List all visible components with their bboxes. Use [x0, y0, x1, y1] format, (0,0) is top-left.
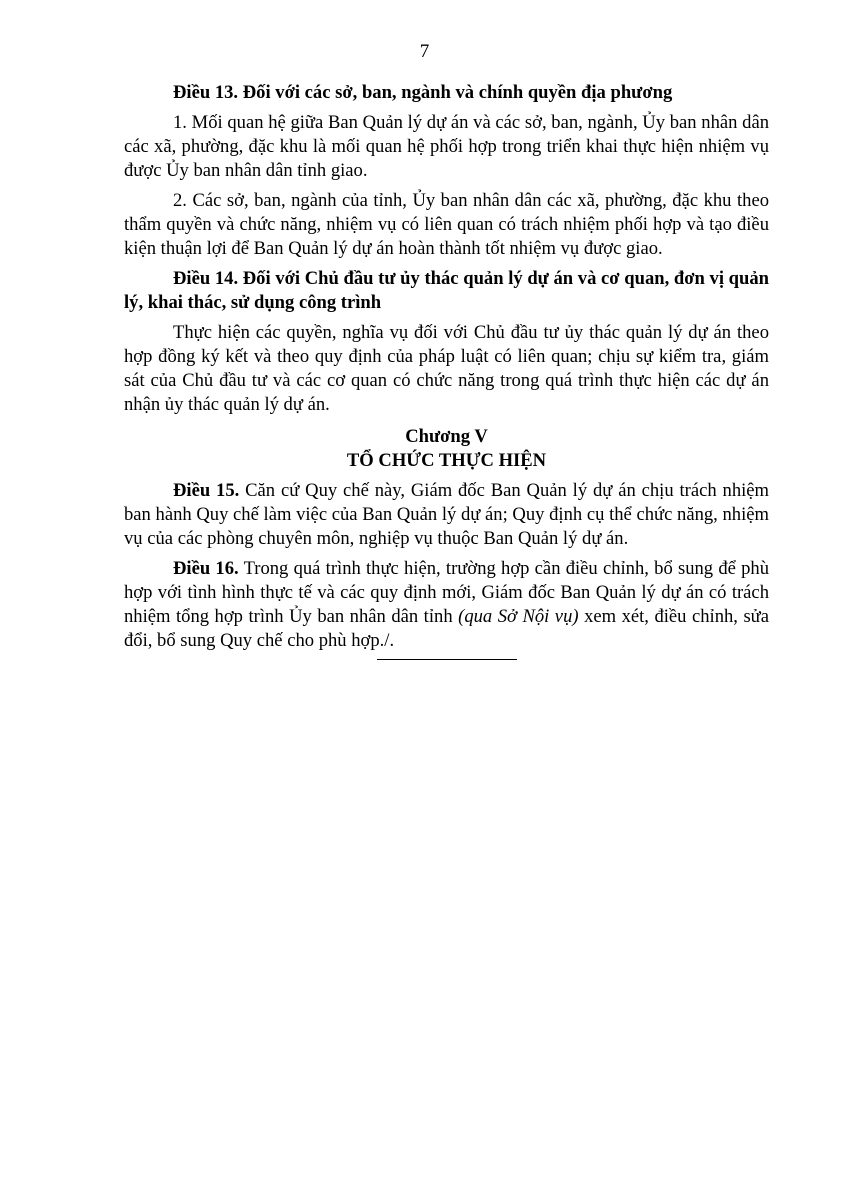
article-15-label: Điều 15.: [173, 480, 240, 501]
chapter-heading: [124, 425, 769, 473]
document-body: [124, 81, 769, 660]
article-13-paragraph-2: 2. Các sở, ban, ngành của tỉnh, Ủy ban nhân dân các xã, phường, đặc khu theo thẩm quyền và chức năng, nhiệm vụ có liên quan có trách nhiệm phối hợp và tạo điều kiện thuận lợi để Ban Quản lý dự án hoàn thành tốt nhiệm vụ được giao.: [124, 190, 769, 259]
chapter-title: TỔ CHỨC THỰC HIỆN: [346, 450, 547, 471]
article-16-paragraph: [124, 557, 769, 653]
article-16-text-after: xem xét, điều chỉnh, sửa đổi, bổ sung Quy chế cho phù hợp./.: [124, 606, 770, 651]
article-14-paragraph-1: Thực hiện các quyền, nghĩa vụ đối với Chủ đầu tư ủy thác quản lý dự án theo hợp đồng ký kết và theo quy định của pháp luật có liên quan; chịu sự kiểm tra, giám sát của Chủ đầu tư và các cơ quan có chức năng trong quá trình thực hiện các dự án nhận ủy thác quản lý dự án.: [124, 322, 769, 415]
article-13-heading: Điều 13. Đối với các sở, ban, ngành và chính quyền địa phương: [173, 82, 673, 103]
article-16-label: Điều 16.: [173, 558, 239, 579]
article-15-paragraph: [124, 479, 769, 551]
article-15-text: Căn cứ Quy chế này, Giám đốc Ban Quản lý dự án chịu trách nhiệm ban hành Quy chế làm việc của Ban Quản lý dự án; Quy định cụ thể chức năng, nhiệm vụ của các phòng chuyên môn, nghiệp vụ thuộc Ban Quản lý dự án.: [124, 480, 769, 549]
article-16-text-before: Trong quá trình thực hiện, trường hợp cần điều chỉnh, bổ sung để phù hợp với tình hình thực tế và các quy định mới, Giám đốc Ban Quản lý dự án có trách nhiệm tổng hợp trình Ủy ban nhân dân tỉnh: [124, 558, 770, 627]
article-13-paragraph-1: 1. Mối quan hệ giữa Ban Quản lý dự án và các sở, ban, ngành, Ủy ban nhân dân các xã, phường, đặc khu là mối quan hệ phối hợp trong triển khai thực hiện nhiệm vụ được Ủy ban nhân dân tỉnh giao.: [124, 112, 769, 181]
page-number: 7: [419, 41, 430, 62]
article-14-heading: Điều 14. Đối với Chủ đầu tư ủy thác quản lý dự án và cơ quan, đơn vị quản lý, khai thác, sử dụng công trình: [124, 268, 769, 313]
article-16-italic-note: (qua Sở Nội vụ): [458, 606, 579, 627]
end-of-document-rule: [377, 659, 517, 660]
chapter-number: Chương V: [405, 426, 488, 447]
